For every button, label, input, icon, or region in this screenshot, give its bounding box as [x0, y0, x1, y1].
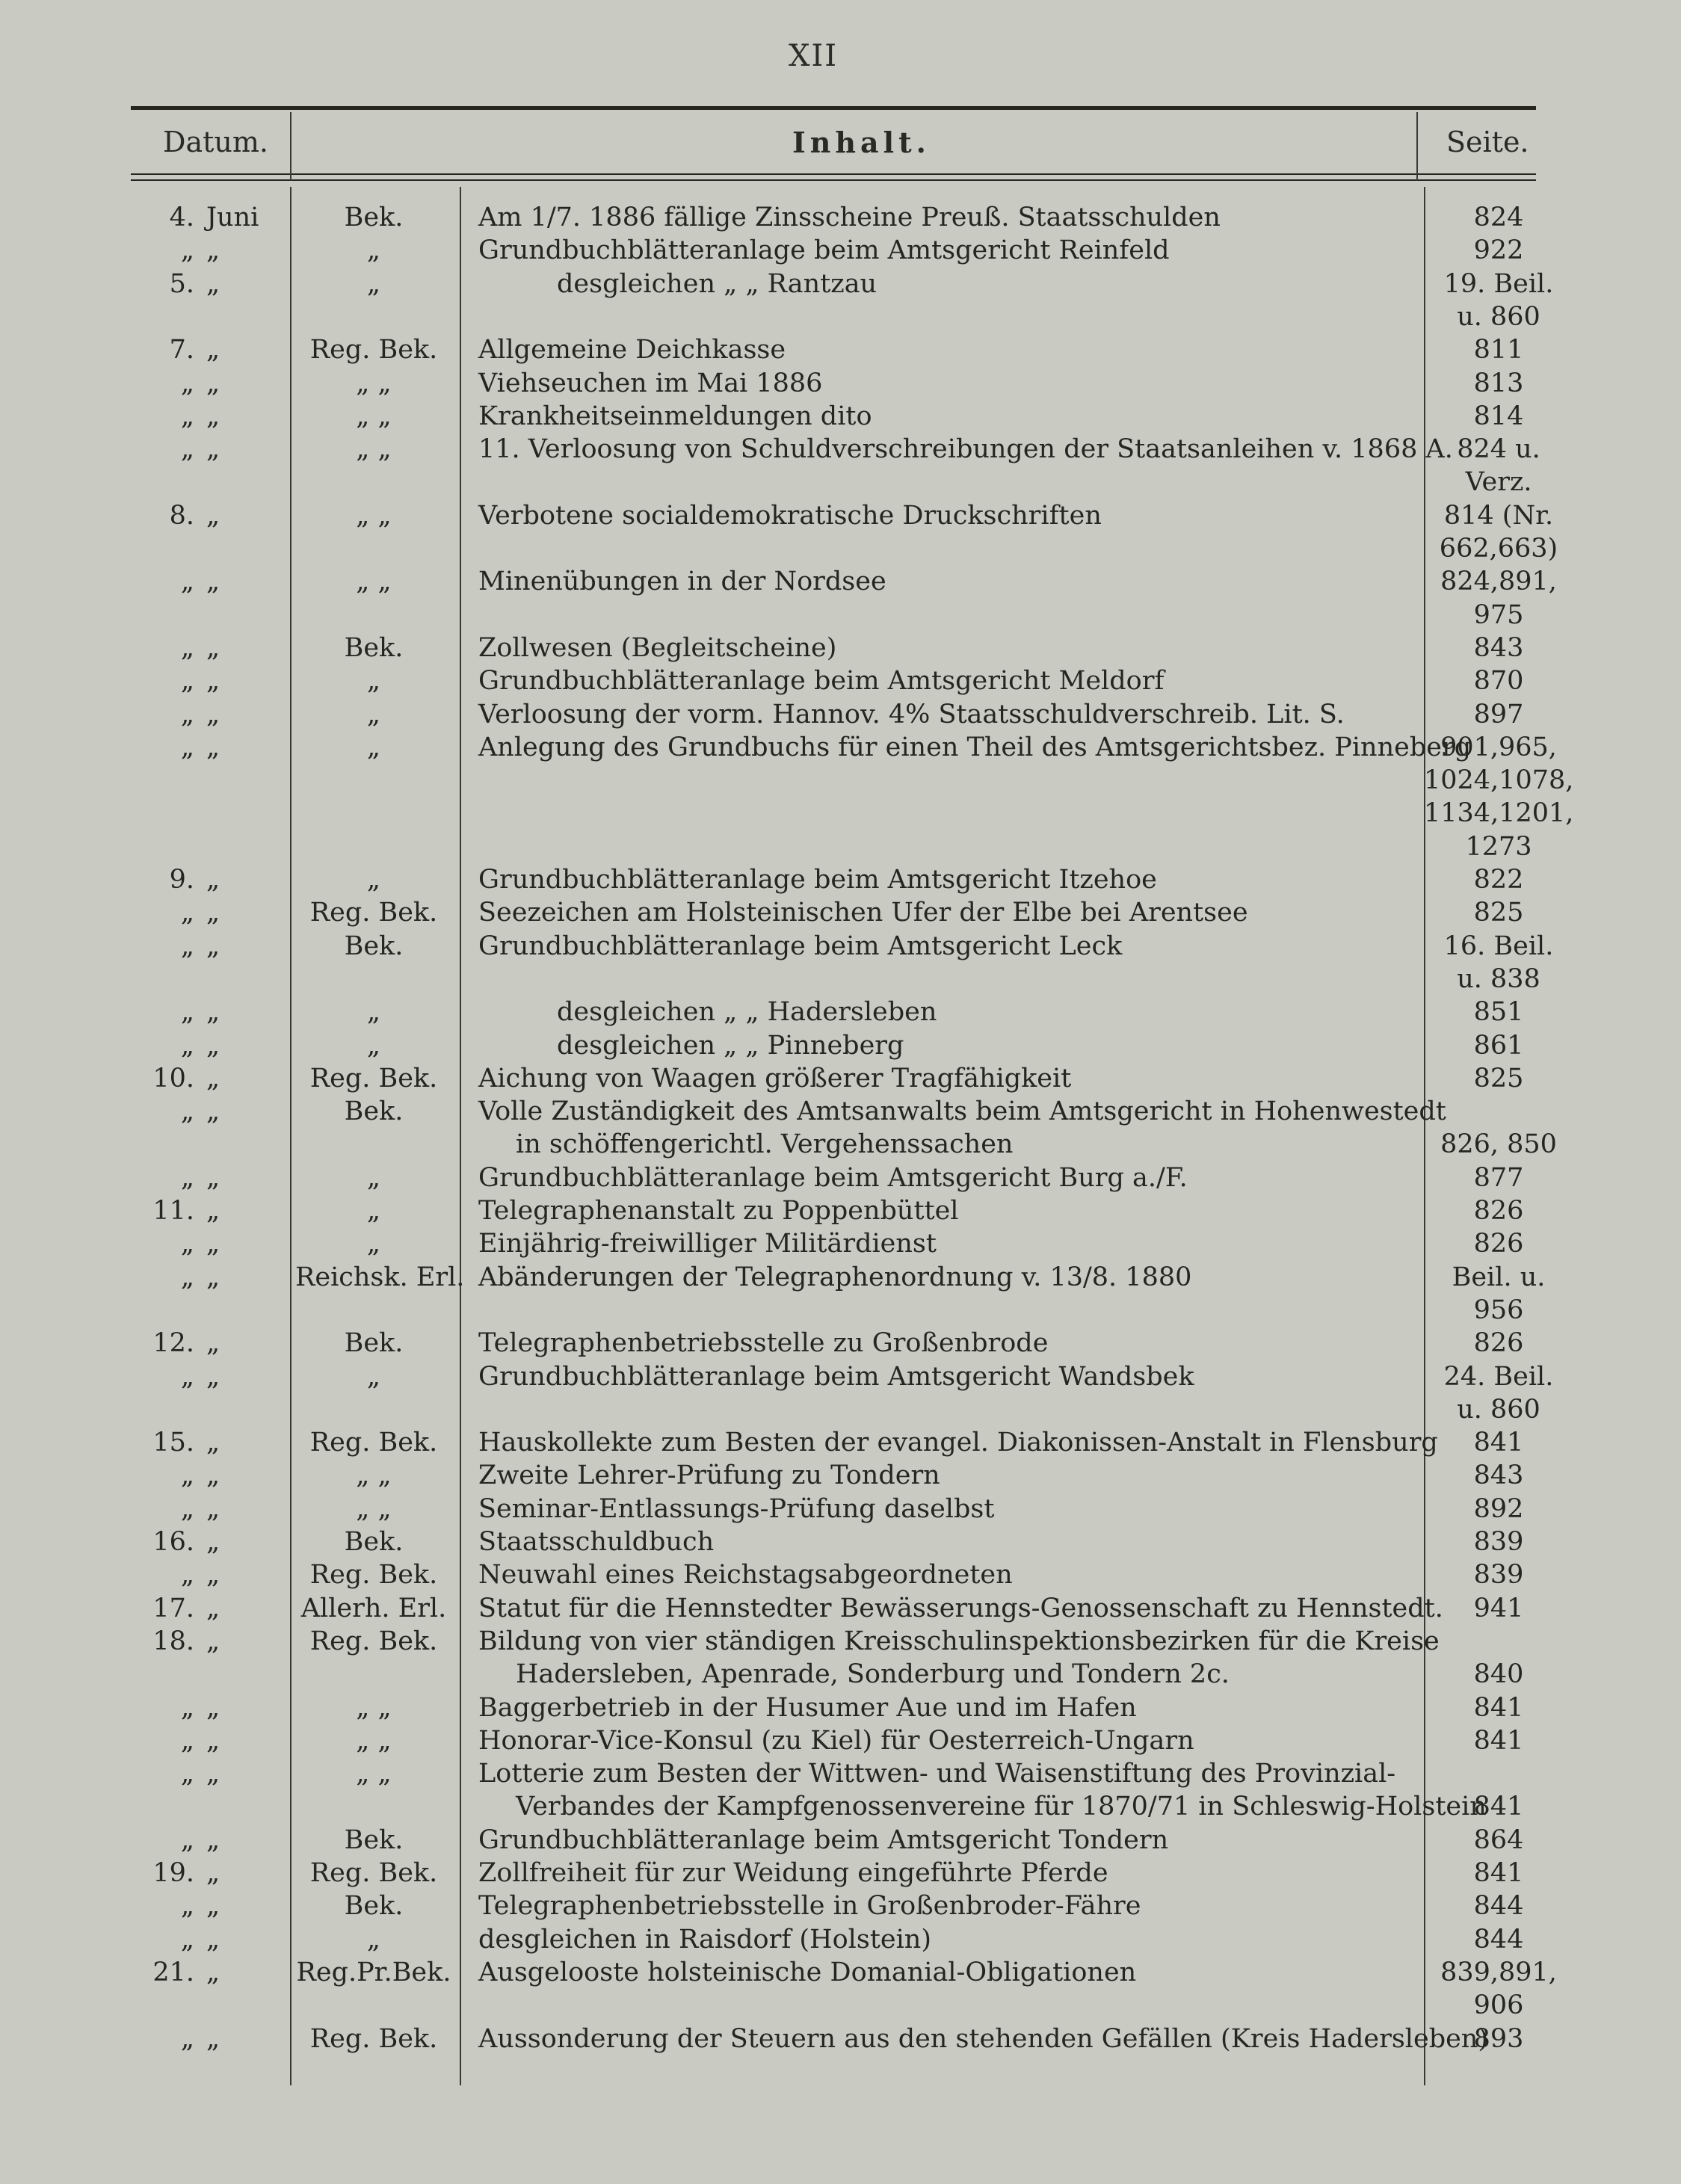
row-text: Einjährig-freiwilliger Militärdienst — [478, 1229, 937, 1259]
row-type: Reg. Bek. — [309, 1428, 438, 1458]
row-month: „ — [206, 666, 220, 697]
row-month: „ — [206, 368, 220, 398]
row-day: 9. — [169, 865, 194, 895]
table-row — [0, 401, 1681, 431]
row-type: „ — [366, 1361, 381, 1392]
row-page: 861 — [1473, 1030, 1524, 1061]
row-day: „ — [180, 401, 194, 431]
table-row — [0, 1593, 1681, 1623]
row-type: Reg. Bek. — [309, 1063, 438, 1093]
row-day: 12. — [152, 1328, 194, 1359]
row-text: 11. Verloosung von Schuldverschreibungen der Staatsanleihen v. 1868 A. — [478, 434, 1453, 465]
header-rule — [131, 173, 1536, 175]
row-month: Juni — [206, 203, 259, 232]
row-page: 839 — [1473, 1527, 1524, 1557]
row-type: „ — [366, 268, 381, 299]
row-day: 19. — [152, 1858, 194, 1888]
row-day: „ — [180, 1361, 194, 1392]
row-type: „ „ — [356, 368, 392, 398]
row-day: „ — [180, 732, 194, 762]
row-month: „ — [206, 1626, 220, 1656]
table-row — [0, 1195, 1681, 1225]
row-page: 826, 850 — [1440, 1129, 1557, 1160]
row-text: Grundbuchblätteranlage beim Amtsgericht Wandsbek — [478, 1361, 1194, 1392]
row-month: „ — [206, 732, 220, 762]
row-text: desgleichen in Raisdorf (Holstein) — [478, 1924, 932, 1955]
table-row — [0, 1725, 1681, 1755]
row-page: Verz. — [1465, 467, 1532, 498]
row-page: 841 — [1473, 1692, 1524, 1723]
row-month: „ — [206, 931, 220, 961]
table-row — [0, 831, 1681, 861]
table-row — [0, 599, 1681, 629]
row-text: Aussonderung der Steuern aus den stehenden Gefällen (Kreis Hadersleben) — [478, 2023, 1489, 2054]
row-month: „ — [206, 1924, 220, 1955]
row-day: 21. — [152, 1957, 194, 1987]
row-page: 843 — [1473, 1460, 1524, 1491]
row-text: Staatsschuldbuch — [478, 1527, 715, 1557]
row-page: 811 — [1473, 335, 1524, 365]
row-day: „ — [180, 434, 194, 465]
row-text: Anlegung des Grundbuchs für einen Theil des Amtsgerichtsbez. Pinneberg — [478, 732, 1472, 762]
page-number: XII — [789, 39, 839, 73]
row-day: „ — [180, 699, 194, 729]
row-month: „ — [206, 235, 220, 266]
table-row — [0, 1394, 1681, 1424]
row-text: Verbandes der Kampfgenossenvereine für 1870/71 in Schleswig-Holstein — [516, 1792, 1487, 1822]
row-type: „ „ — [356, 1460, 392, 1491]
row-page: 826 — [1473, 1229, 1524, 1259]
row-page: 822 — [1473, 865, 1524, 895]
row-text: Hadersleben, Apenrade, Sonderburg und Tondern 2c. — [516, 1659, 1230, 1690]
table-row — [0, 2023, 1681, 2053]
row-page: 16. Beil. — [1443, 931, 1554, 961]
row-type: „ — [366, 1162, 381, 1193]
row-page: 826 — [1473, 1196, 1524, 1226]
row-page: 1024,1078, — [1424, 765, 1574, 796]
row-day: „ — [180, 1891, 194, 1922]
row-text: Lotterie zum Besten der Wittwen- und Waisenstiftung des Provinzial- — [478, 1759, 1396, 1789]
row-day: „ — [180, 1460, 194, 1491]
row-day: 4. — [169, 203, 194, 232]
table-row — [0, 1327, 1681, 1357]
row-month: „ — [206, 997, 220, 1028]
row-page: 825 — [1473, 1063, 1524, 1093]
row-type: Reg. Bek. — [309, 1858, 438, 1888]
row-type: Reg. Bek. — [309, 2023, 438, 2054]
row-type: „ — [366, 1229, 381, 1259]
row-page: 1134,1201, — [1424, 798, 1574, 829]
row-month: „ — [206, 567, 220, 597]
row-page: u. 860 — [1457, 1394, 1540, 1425]
row-day: „ — [180, 1096, 194, 1127]
table-row — [0, 1096, 1681, 1126]
table-row — [0, 963, 1681, 993]
row-type: „ — [366, 732, 381, 762]
row-month: „ — [206, 1759, 220, 1789]
table-row — [0, 235, 1681, 265]
row-page: 826 — [1473, 1328, 1524, 1359]
row-type: „ — [366, 997, 381, 1028]
row-text: Baggerbetrieb in der Husumer Aue und im Hafen — [478, 1692, 1137, 1723]
table-row — [0, 931, 1681, 960]
column-divider-page-header — [1416, 112, 1418, 181]
header-rule-double — [131, 179, 1536, 181]
row-day: „ — [180, 1759, 194, 1789]
row-page: 941 — [1473, 1593, 1524, 1623]
row-day: „ — [180, 1229, 194, 1259]
row-page: 1273 — [1465, 831, 1532, 862]
row-month: „ — [206, 1030, 220, 1061]
row-text: Verloosung der vorm. Hannov. 4% Staatsschuldverschreib. Lit. S. — [478, 699, 1345, 729]
row-page: 841 — [1473, 1725, 1524, 1756]
row-type: Reg. Bek. — [309, 898, 438, 928]
row-page: 851 — [1473, 997, 1524, 1028]
row-day: „ — [180, 1560, 194, 1591]
row-day: „ — [180, 567, 194, 597]
table-row — [0, 1129, 1681, 1159]
row-page: 844 — [1473, 1891, 1524, 1922]
row-page: 892 — [1473, 1493, 1524, 1524]
row-month: „ — [206, 1262, 220, 1292]
row-page: 922 — [1473, 235, 1524, 266]
row-month: „ — [206, 401, 220, 431]
table-row — [0, 434, 1681, 463]
row-text: Grundbuchblätteranlage beim Amtsgericht Tondern — [478, 1824, 1169, 1855]
row-page: 825 — [1473, 898, 1524, 928]
row-page: 893 — [1473, 2023, 1524, 2054]
row-month: „ — [206, 1891, 220, 1922]
row-text: Hauskollekte zum Besten der evangel. Diakonissen-Anstalt in Flensburg — [478, 1428, 1438, 1458]
row-type: „ „ — [356, 1692, 392, 1723]
row-page: 841 — [1473, 1858, 1524, 1888]
row-month: „ — [206, 865, 220, 895]
row-type: Bek. — [344, 632, 404, 663]
row-day: „ — [180, 368, 194, 398]
table-row — [0, 897, 1681, 927]
table-row — [0, 1857, 1681, 1887]
row-type: „ „ — [356, 434, 392, 465]
table-row — [0, 466, 1681, 496]
row-page: 877 — [1473, 1162, 1524, 1193]
table-row — [0, 500, 1681, 530]
row-type: Bek. — [344, 1527, 404, 1557]
row-month: „ — [206, 1725, 220, 1756]
row-day: 5. — [169, 268, 194, 299]
row-type: Bek. — [344, 1328, 404, 1359]
row-type: „ — [366, 865, 381, 895]
table-row — [0, 798, 1681, 827]
row-text: Allgemeine Deichkasse — [478, 335, 786, 365]
row-month: „ — [206, 434, 220, 465]
row-day: 7. — [169, 335, 194, 365]
row-day: „ — [180, 235, 194, 266]
row-page: 824 — [1473, 203, 1524, 232]
table-row — [0, 732, 1681, 762]
row-text: Telegraphenanstalt zu Poppenbüttel — [478, 1196, 959, 1226]
table-row — [0, 1957, 1681, 1987]
row-text: desgleichen „ „ Rantzau — [557, 268, 877, 299]
row-type: „ — [366, 1030, 381, 1061]
row-month: „ — [206, 335, 220, 365]
row-type: Bek. — [344, 1891, 404, 1922]
row-text: Zollfreiheit für zur Weidung eingeführte Pferde — [478, 1858, 1108, 1888]
table-row — [0, 1791, 1681, 1821]
row-month: „ — [206, 1328, 220, 1359]
row-type: Reg. Bek. — [309, 1626, 438, 1656]
table-row — [0, 368, 1681, 398]
row-text: Aichung von Waagen größerer Tragfähigkeit — [478, 1063, 1072, 1093]
row-day: „ — [180, 1692, 194, 1723]
row-page: u. 860 — [1457, 301, 1540, 332]
row-text: Zollwesen (Begleitscheine) — [478, 632, 837, 663]
row-page: Beil. u. — [1452, 1262, 1546, 1292]
row-type: Bek. — [344, 1096, 404, 1127]
table-row — [0, 334, 1681, 364]
row-day: „ — [180, 997, 194, 1028]
row-day: 18. — [152, 1626, 194, 1656]
table-row — [0, 1626, 1681, 1656]
row-text: Abänderungen der Telegraphenordnung v. 13/8. 1880 — [478, 1262, 1192, 1292]
row-text: Minenübungen in der Nordsee — [478, 567, 886, 597]
row-text: Grundbuchblätteranlage beim Amtsgericht Reinfeld — [478, 235, 1170, 266]
row-page: 840 — [1473, 1659, 1524, 1690]
header-content: Inhalt. — [792, 126, 931, 159]
table-row — [0, 533, 1681, 563]
table-row — [0, 864, 1681, 894]
row-text: Volle Zuständigkeit des Amtsanwalts beim Amtsgericht in Hohenwestedt — [478, 1096, 1446, 1127]
row-page: 897 — [1473, 699, 1524, 729]
row-day: „ — [180, 1725, 194, 1756]
table-row — [0, 1361, 1681, 1391]
row-day: 17. — [152, 1593, 194, 1623]
table-row — [0, 1924, 1681, 1954]
row-text: Telegraphenbetriebsstelle in Großenbroder-Fähre — [478, 1891, 1141, 1922]
row-text: Grundbuchblätteranlage beim Amtsgericht Itzehoe — [478, 865, 1157, 895]
row-text: Statut für die Hennstedter Bewässerungs-Genossenschaft zu Hennstedt. — [478, 1593, 1443, 1623]
table-row — [0, 1559, 1681, 1589]
row-text: Grundbuchblätteranlage beim Amtsgericht Meldorf — [478, 666, 1165, 697]
top-rule — [131, 106, 1536, 110]
table-row — [0, 268, 1681, 298]
row-page: 19. Beil. — [1443, 268, 1554, 299]
table-row — [0, 1030, 1681, 1060]
row-text: desgleichen „ „ Pinneberg — [557, 1030, 904, 1061]
row-type: Bek. — [344, 1824, 404, 1855]
row-type: „ „ — [356, 500, 392, 531]
row-text: Krankheitseinmeldungen dito — [478, 401, 872, 431]
row-month: „ — [206, 2023, 220, 2054]
table-row — [0, 1758, 1681, 1788]
row-month: „ — [206, 1361, 220, 1392]
row-text: Verbotene socialdemokratische Druckschriften — [478, 500, 1102, 531]
table-row — [0, 1526, 1681, 1556]
row-month: „ — [206, 1162, 220, 1193]
row-day: „ — [180, 632, 194, 663]
row-type: Reg. Bek. — [309, 335, 438, 365]
row-page: 956 — [1473, 1295, 1524, 1325]
table-row — [0, 1295, 1681, 1324]
row-month: „ — [206, 1957, 220, 1987]
row-page: 839 — [1473, 1560, 1524, 1591]
row-month: „ — [206, 500, 220, 531]
table-row — [0, 1228, 1681, 1258]
row-month: „ — [206, 1493, 220, 1524]
table-row — [0, 1990, 1681, 2020]
row-month: „ — [206, 1063, 220, 1093]
row-month: „ — [206, 1527, 220, 1557]
row-text: Seezeichen am Holsteinischen Ufer der Elbe bei Arentsee — [478, 898, 1248, 928]
row-type: Bek. — [344, 931, 404, 961]
table-row — [0, 765, 1681, 795]
row-day: 8. — [169, 500, 194, 531]
row-month: „ — [206, 898, 220, 928]
row-page: 844 — [1473, 1924, 1524, 1955]
row-month: „ — [206, 1858, 220, 1888]
row-page: 843 — [1473, 632, 1524, 663]
row-page: 839,891, — [1440, 1957, 1557, 1987]
row-month: „ — [206, 1460, 220, 1491]
row-day: „ — [180, 1493, 194, 1524]
row-text: Ausgelooste holsteinische Domanial-Obligationen — [478, 1957, 1137, 1987]
row-day: 11. — [152, 1196, 194, 1226]
row-page: 814 — [1473, 401, 1524, 431]
row-day: 15. — [152, 1428, 194, 1458]
row-type: Reg. Bek. — [309, 1560, 438, 1591]
row-text: Am 1/7. 1886 fällige Zinsscheine Preuß. Staatsschulden — [478, 203, 1221, 232]
table-row — [0, 1659, 1681, 1688]
row-page: 24. Beil. — [1443, 1361, 1554, 1392]
table-row — [0, 665, 1681, 695]
header-page: Seite. — [1446, 126, 1529, 158]
table-row — [0, 1890, 1681, 1920]
row-text: Telegraphenbetriebsstelle zu Großenbrode — [478, 1328, 1049, 1359]
row-text: Grundbuchblätteranlage beim Amtsgericht Leck — [478, 931, 1123, 961]
table-row — [0, 699, 1681, 729]
row-month: „ — [206, 1593, 220, 1623]
row-day: „ — [180, 1162, 194, 1193]
row-type: Allerh. Erl. — [300, 1593, 447, 1623]
header-date: Datum. — [163, 126, 268, 158]
table-row — [0, 566, 1681, 596]
row-page: 864 — [1473, 1824, 1524, 1855]
row-day: „ — [180, 1924, 194, 1955]
row-text: Neuwahl eines Reichstagsabgeordneten — [478, 1560, 1013, 1591]
row-type: „ „ — [356, 401, 392, 431]
table-row — [0, 301, 1681, 331]
row-type: Bek. — [344, 203, 404, 232]
row-type: „ „ — [356, 1759, 392, 1789]
row-type: „ „ — [356, 567, 392, 597]
table-row — [0, 1692, 1681, 1722]
row-day: „ — [180, 1262, 194, 1292]
row-month: „ — [206, 632, 220, 663]
row-day: „ — [180, 2023, 194, 2054]
row-day: „ — [180, 666, 194, 697]
table-row — [0, 1427, 1681, 1457]
table-row — [0, 1460, 1681, 1490]
row-text: Honorar-Vice-Konsul (zu Kiel) für Oesterreich-Ungarn — [478, 1725, 1194, 1756]
row-day: „ — [180, 1824, 194, 1855]
row-type: „ „ — [356, 1725, 392, 1756]
row-type: „ — [366, 666, 381, 697]
row-month: „ — [206, 1560, 220, 1591]
row-page: u. 838 — [1457, 963, 1540, 994]
row-page: 813 — [1473, 368, 1524, 398]
row-type: „ — [366, 1196, 381, 1226]
row-page: 814 (Nr. — [1443, 500, 1554, 531]
row-page: 841 — [1473, 1792, 1524, 1822]
row-month: „ — [206, 1229, 220, 1259]
row-text: desgleichen „ „ Hadersleben — [557, 997, 937, 1028]
row-text: Zweite Lehrer-Prüfung zu Tondern — [478, 1460, 940, 1491]
row-text: Viehseuchen im Mai 1886 — [478, 368, 823, 398]
row-page: 906 — [1473, 1990, 1524, 2021]
row-page: 824 u. — [1457, 434, 1540, 465]
row-day: 10. — [152, 1063, 194, 1093]
row-month: „ — [206, 1096, 220, 1127]
row-month: „ — [206, 699, 220, 729]
row-text: Seminar-Entlassungs-Prüfung daselbst — [478, 1493, 995, 1524]
row-type: „ — [366, 1924, 381, 1955]
row-type: Reg.Pr.Bek. — [296, 1957, 451, 1987]
row-type: „ — [366, 699, 381, 729]
table-row — [0, 1824, 1681, 1854]
row-month: „ — [206, 1692, 220, 1723]
row-type: Reichsk. Erl. — [295, 1262, 465, 1292]
row-type: „ — [366, 235, 381, 266]
row-page: 841 — [1473, 1428, 1524, 1458]
table-row — [0, 996, 1681, 1026]
row-page: 901,965, — [1440, 732, 1557, 762]
row-month: „ — [206, 1428, 220, 1458]
row-page: 662,663) — [1439, 534, 1558, 564]
table-row — [0, 632, 1681, 662]
row-page: 975 — [1473, 599, 1524, 630]
row-page: 870 — [1473, 666, 1524, 697]
row-month: „ — [206, 1196, 220, 1226]
row-day: 16. — [152, 1527, 194, 1557]
row-month: „ — [206, 1824, 220, 1855]
row-type: „ „ — [356, 1493, 392, 1524]
row-text: Grundbuchblätteranlage beim Amtsgericht Burg a./F. — [478, 1162, 1188, 1193]
table-row — [0, 1063, 1681, 1093]
row-day: „ — [180, 1030, 194, 1061]
table-row — [0, 1493, 1681, 1523]
row-text: Bildung von vier ständigen Kreisschulinspektionsbezirken für die Kreise — [478, 1626, 1440, 1656]
table-row — [0, 1162, 1681, 1192]
row-page: 824,891, — [1440, 567, 1557, 597]
table-row — [0, 202, 1681, 232]
row-day: „ — [180, 931, 194, 961]
column-divider-date — [290, 112, 292, 181]
table-row — [0, 1262, 1681, 1292]
row-month: „ — [206, 268, 220, 299]
row-day: „ — [180, 898, 194, 928]
row-text: in schöffengerichtl. Vergehenssachen — [516, 1129, 1014, 1160]
